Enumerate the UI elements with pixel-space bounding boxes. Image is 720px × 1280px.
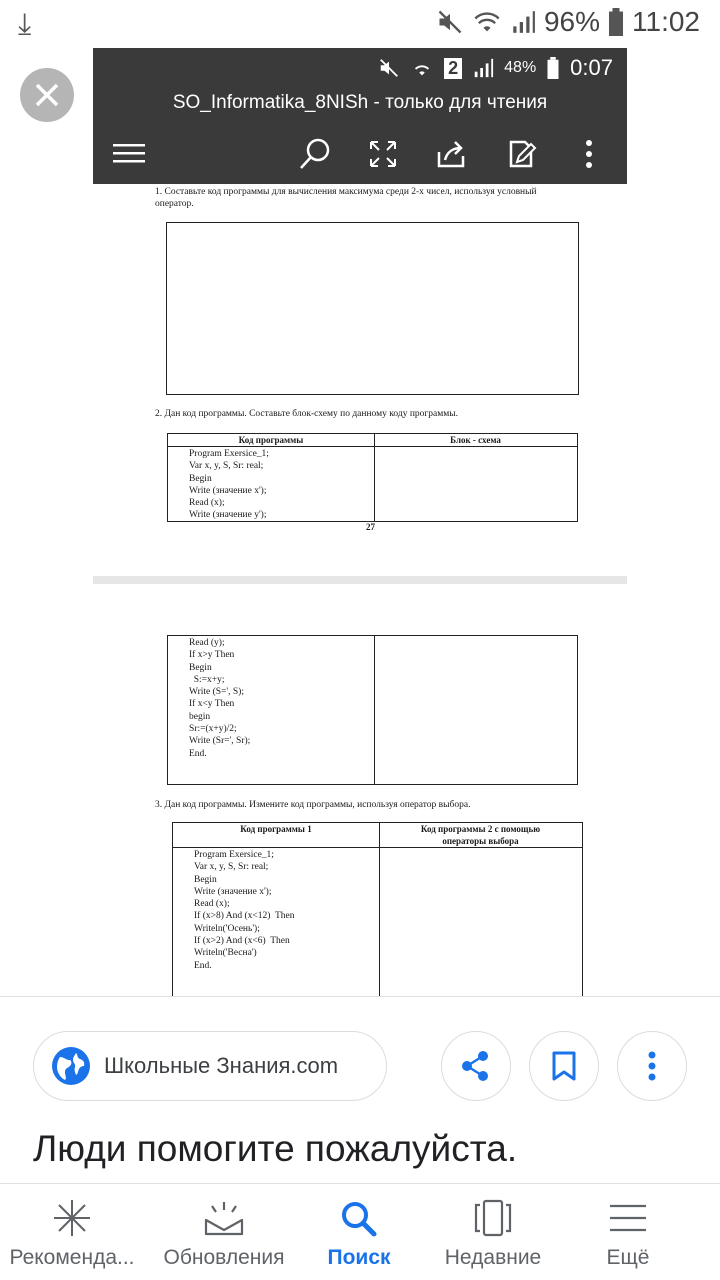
battery-percent: 96% (543, 6, 600, 37)
nav-label: Рекоменда... (9, 1246, 135, 1269)
photo-edit-icon (501, 134, 541, 174)
photo-fullscreen-icon (363, 134, 403, 174)
nav-item-search[interactable] (287, 1184, 431, 1280)
source-link[interactable] (33, 1031, 387, 1101)
status-bar (0, 0, 720, 48)
nav-label: Недавние (444, 1246, 542, 1269)
table-3-col-2: Код программы 2 с помощью операторы выбора (379, 823, 582, 848)
nav-item-more[interactable] (556, 1184, 700, 1280)
close-icon (34, 82, 60, 108)
photo-mute-icon (378, 57, 400, 79)
table-1 (167, 433, 578, 522)
nav-item-recent[interactable] (421, 1184, 565, 1280)
bookmark-button[interactable] (529, 1031, 599, 1101)
photo-search-icon (295, 134, 335, 174)
divider (0, 996, 720, 997)
photo-doc-title: SO_Informatika_8NISh - только для чтения (93, 88, 627, 132)
answer-box-1 (166, 222, 579, 395)
download-icon: ⤓ (18, 8, 32, 41)
battery-icon (608, 8, 624, 36)
recent-icon (471, 1198, 515, 1238)
clock: 11:02 (632, 6, 700, 37)
photo-sim-badge: 2 (444, 58, 462, 79)
photo-clock: 0:07 (570, 55, 613, 80)
asterisk-icon (50, 1198, 94, 1238)
table-1-col-code: Код программы (168, 434, 374, 447)
question-1: 1. Составьте код программы для вычисления максимума среди 2-х чисел, используя условный оператор. (155, 187, 537, 209)
page-number: 27 (366, 522, 375, 532)
share-icon (459, 1049, 493, 1083)
question-3: 3. Дан код программы. Измените код программы, используя оператор выбора. (155, 800, 471, 810)
table-2 (167, 635, 578, 785)
bookmark-icon (550, 1050, 578, 1082)
close-button[interactable] (20, 68, 74, 122)
photo-status-bar (93, 48, 627, 88)
mute-icon (436, 8, 464, 36)
updates-icon (202, 1198, 246, 1238)
search-icon (337, 1198, 381, 1238)
photo-battery-percent: 48% (504, 59, 537, 76)
table-3-col-1: Код программы 1 (173, 823, 379, 848)
table-3 (172, 822, 583, 996)
photo-share-icon (431, 134, 471, 174)
photo-signal-icon (472, 57, 494, 79)
image-caption: Люди помогите пожалуйста. (33, 1128, 518, 1169)
share-button[interactable] (441, 1031, 511, 1101)
bottom-nav (0, 1183, 720, 1280)
nav-label: Ещё (606, 1246, 650, 1269)
nav-label: Обновления (163, 1246, 285, 1269)
photo-wifi-icon (410, 57, 434, 79)
signal-icon (510, 8, 536, 36)
more-vert-icon (647, 1050, 657, 1082)
table-3-code: Program Exersice_1; Var x, y, S, Sr: real; Begin Write (значение x'); Read (x); If (x>8) And (x<12) Then Writeln('Осень'); If (x>2) And (x<6) Then Writeln('Весна') End. (194, 850, 295, 971)
nav-item-recommendations[interactable] (0, 1184, 144, 1280)
photo-menu-icon (109, 134, 149, 174)
photo-toolbar (93, 126, 627, 184)
globe-icon (52, 1047, 90, 1085)
table-2-code: Read (y); If x>y Then Begin S:=x+y; Write (S=', S); If x<y Then begin Sr:=(x+y)/2; Write (Sr=', Sr); End. (189, 638, 251, 759)
table-1-col-flowchart: Блок - схема (374, 434, 577, 447)
page-separator (93, 576, 627, 584)
nav-item-updates[interactable] (152, 1184, 296, 1280)
shared-photo[interactable] (93, 48, 627, 996)
menu-icon (606, 1198, 650, 1238)
source-name: Школьные Знания.com (104, 1053, 339, 1078)
wifi-icon (472, 8, 502, 36)
nav-label: Поиск (327, 1246, 391, 1269)
table-1-code: Program Exersice_1; Var x, y, S, Sr: real; Begin Write (значение x'); Read (x); Write (значение y'); (189, 449, 269, 521)
more-options-button[interactable] (617, 1031, 687, 1101)
photo-more-icon (569, 134, 609, 174)
photo-battery-icon (546, 57, 560, 79)
question-2: 2. Дан код программы. Составьте блок-схему по данному коду программы. (155, 409, 459, 419)
